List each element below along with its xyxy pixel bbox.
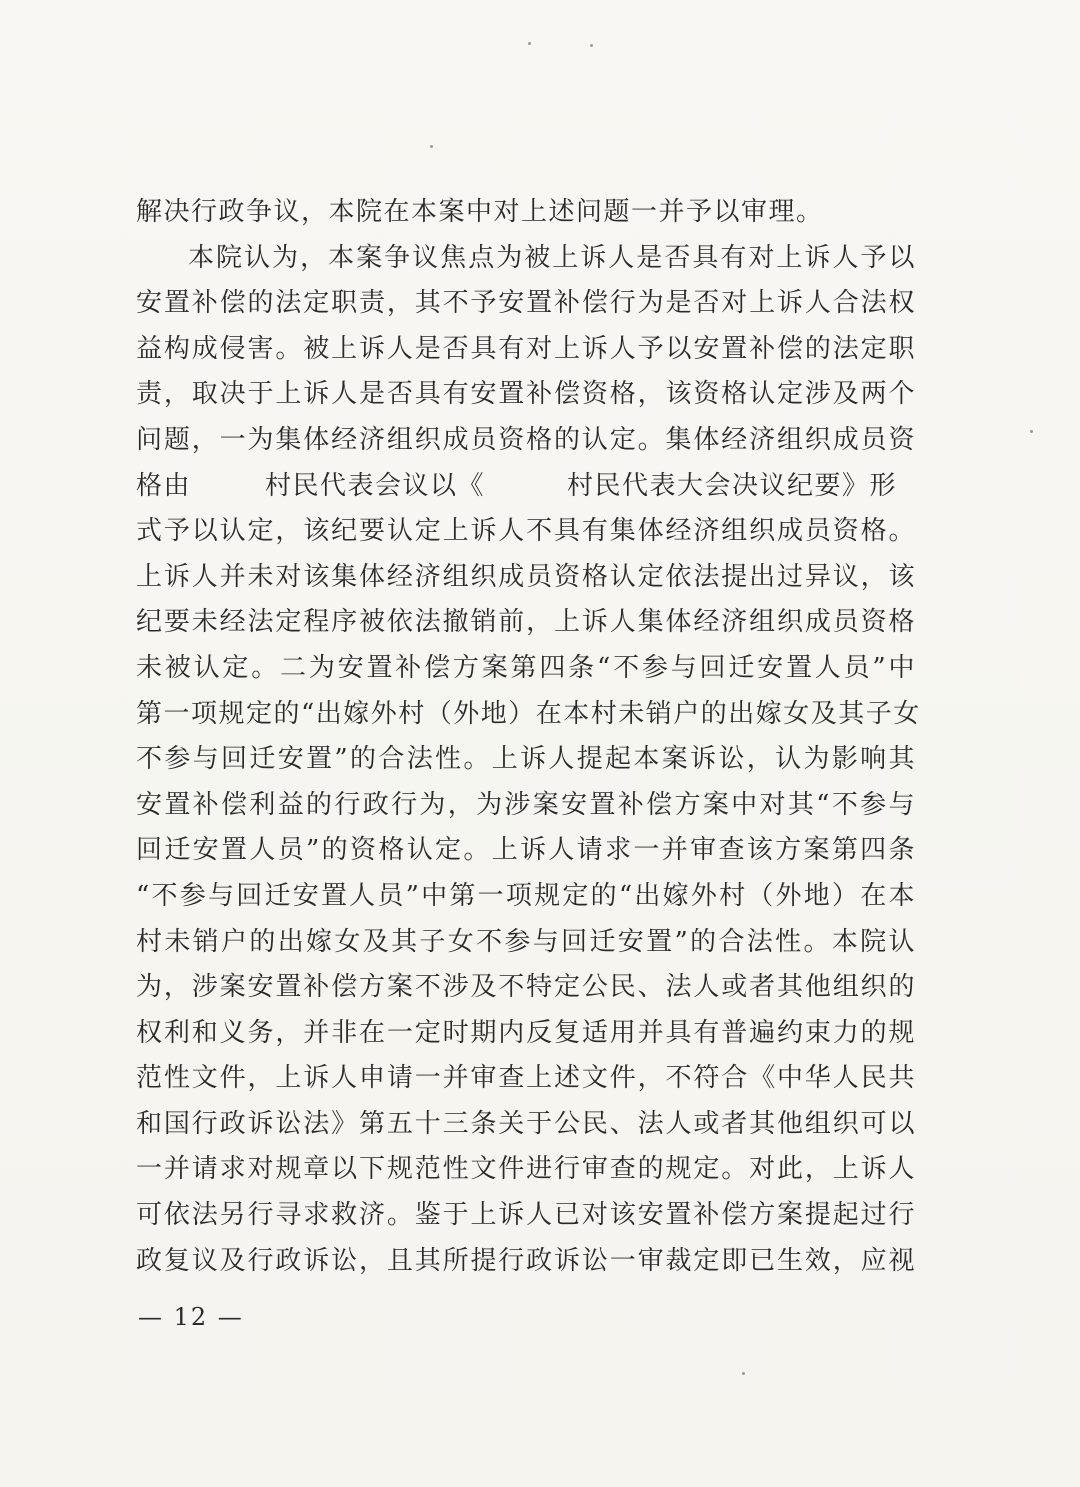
text-line: 一并请求对规章以下规范性文件进行审查的规定。对此，上诉人	[136, 1154, 916, 1185]
body-text	[136, 190, 921, 1284]
text-line: 不参与回迁安置”的合法性。上诉人提起本案诉讼，认为影响其	[136, 744, 916, 775]
text-line: 上诉人并未对该集体经济组织成员资格认定依法提出过异议，该	[136, 561, 916, 592]
text-line: 权利和义务，并非在一定时期内反复适用并具有普遍约束力的规	[136, 1017, 916, 1048]
scan-speck	[590, 44, 593, 47]
text-line: 问题，一为集体经济组织成员资格的认定。集体经济组织成员资	[136, 424, 916, 455]
text-line: 和国行政诉讼法》第五十三条关于公民、法人或者其他组织可以	[136, 1108, 916, 1139]
text-line: 可依法另行寻求救济。鉴于上诉人已对该安置补偿方案提起过行	[136, 1200, 916, 1231]
text-line: 村未销户的出嫁女及其子女不参与回迁安置”的合法性。本院认	[136, 926, 916, 957]
text-line: 范性文件，上诉人申请一并审查上述文件，不符合《中华人民共	[136, 1063, 916, 1094]
text-line: 安置补偿利益的行政行为，为涉案安置补偿方案中对其“不参与	[136, 789, 916, 820]
text-line: 安置补偿的法定职责，其不予安置补偿行为是否对上诉人合法权	[136, 288, 916, 319]
text-segment: 格由	[136, 470, 192, 501]
text-line: 第一项规定的“出嫁外村（外地）在本村未销户的出嫁女及其子女	[136, 698, 921, 729]
text-line: 益构成侵害。被上诉人是否具有对上诉人予以安置补偿的法定职	[136, 333, 916, 364]
text-line: 政复议及行政诉讼，且其所提行政诉讼一审裁定即已生效，应视	[136, 1245, 916, 1276]
scan-speck	[528, 42, 531, 45]
text-line: 本院认为，本案争议焦点为被上诉人是否具有对上诉人予以	[188, 242, 916, 273]
text-line: 回迁安置人员”的资格认定。上诉人请求一并审查该方案第四条	[136, 835, 916, 866]
text-segment: 村民代表会议以《	[265, 470, 486, 501]
scan-speck	[742, 1372, 745, 1375]
text-line: 式予以认定，该纪要认定上诉人不具有集体经济组织成员资格。	[136, 516, 916, 547]
text-line-redacted	[136, 464, 916, 510]
text-line: 为，涉案安置补偿方案不涉及不特定公民、法人或者其他组织的	[136, 972, 916, 1003]
text-line: “不参与回迁安置人员”中第一项规定的“出嫁外村（外地）在本	[136, 880, 916, 911]
text-line: 解决行政争议，本院在本案中对上述问题一并予以审理。	[136, 197, 824, 227]
scan-speck	[1030, 430, 1033, 433]
text-segment: 村民代表大会决议纪要》形	[567, 470, 898, 501]
scan-speck	[430, 145, 433, 148]
text-line: 纪要未经法定程序被依法撤销前，上诉人集体经济组织成员资格	[136, 607, 916, 638]
text-line: 未被认定。二为安置补偿方案第四条“不参与回迁安置人员”中	[136, 652, 916, 683]
text-line: 责，取决于上诉人是否具有安置补偿资格，该资格认定涉及两个	[136, 379, 916, 410]
page-number: — 12 —	[138, 1303, 244, 1331]
